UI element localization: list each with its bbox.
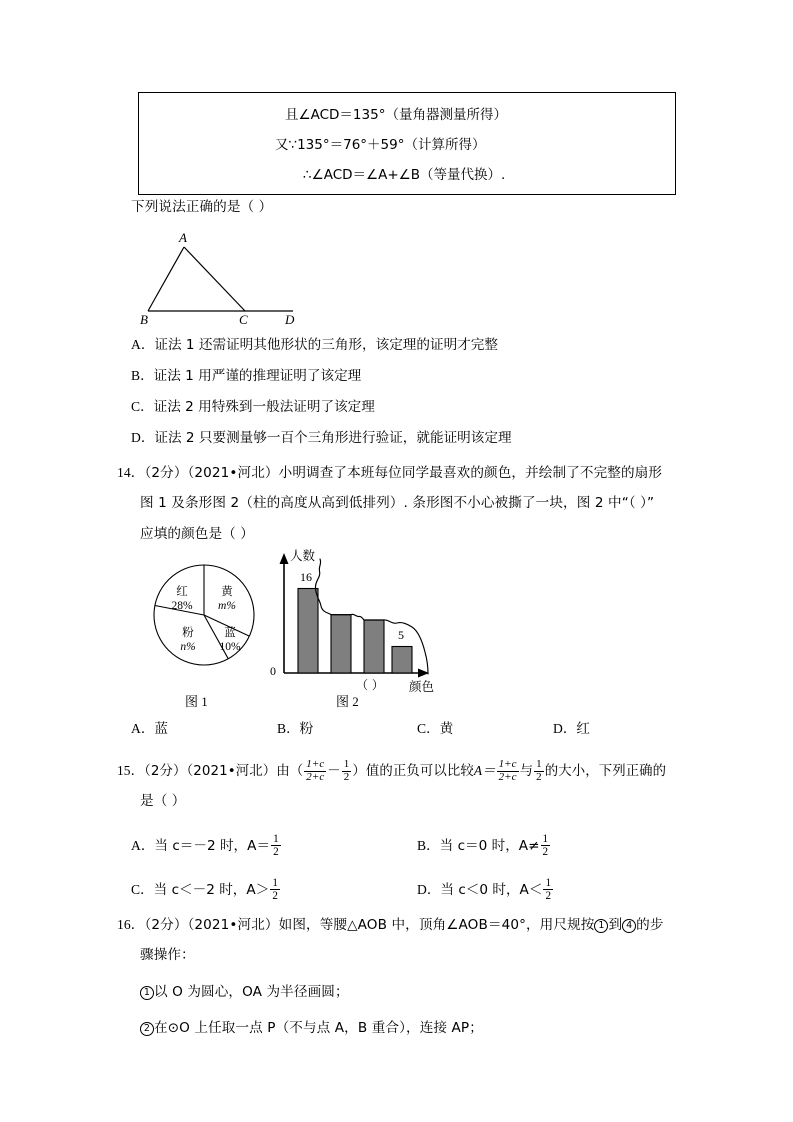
q15-stem-suffix: 的大小，下列正确的 — [544, 763, 667, 779]
q16-stem-line-1 — [117, 918, 664, 933]
pie-sector-name-yellow: 黄 — [221, 584, 233, 598]
q16-marks: （2分） — [144, 917, 188, 933]
pie-sector-value-yellow: m% — [218, 599, 236, 612]
triangle-svg — [135, 228, 310, 328]
q15-option-d-fraction — [543, 877, 553, 902]
q14-option-d-text: 红 — [576, 721, 591, 737]
q15-option-c[interactable] — [131, 877, 281, 902]
q14-option-b[interactable] — [277, 722, 313, 737]
q15-option-c-key: C． — [131, 881, 154, 897]
q14-option-d[interactable] — [553, 722, 590, 737]
q15-frac3-den: 2+c — [498, 770, 517, 783]
q13-option-d-text: 证法 2 只要测量够一百个三角形进行验证，就能证明该定理 — [154, 430, 512, 446]
q16-step-1-text: 以 O 为圆心，OA 为半径画圆； — [154, 984, 349, 1000]
q15-option-b-key: B． — [417, 837, 440, 853]
q14-option-a[interactable] — [131, 722, 168, 737]
q13-option-d[interactable] — [131, 431, 512, 446]
pie-sector-label-yellow — [207, 585, 247, 613]
pie-sector-value-pink: n% — [180, 640, 196, 653]
proof-line-2: 又∵135°＝76°＋59°（计算所得） — [275, 137, 486, 153]
q15-stem-mid: ）值的正负可以比较 — [352, 763, 474, 779]
q15-stem-line-1 — [117, 759, 666, 784]
q16-step-1-number: 1 — [140, 986, 154, 1000]
q13-option-a[interactable] — [131, 338, 498, 353]
q13-triangle-figure — [135, 228, 310, 328]
q16-number: 16． — [117, 917, 145, 932]
pie-chart-caption: 图 1 — [185, 694, 208, 709]
q15-option-b-frac-den: 2 — [542, 846, 549, 859]
q15-fraction-2 — [342, 759, 352, 784]
q15-frac2-num: 1 — [343, 758, 350, 770]
pie-sector-name-blue: 蓝 — [224, 625, 236, 639]
q15-frac1-den: 2+c — [306, 770, 325, 783]
q14-number: 14． — [117, 465, 145, 480]
q16-stem-text-c: 的步 — [636, 917, 664, 933]
q13-stem: 下列说法正确的是（ ） — [131, 199, 273, 215]
q15-option-a-frac-den: 2 — [273, 846, 279, 859]
q15-number: 15． — [117, 762, 145, 778]
q15-minus-sign: － — [327, 762, 341, 778]
q15-option-c-text: 当 c＜－2 时，A＞ — [153, 881, 270, 898]
q15-option-d-key: D． — [417, 881, 441, 897]
q15-option-a-fraction — [271, 833, 281, 858]
triangle-vertex-label-d: D — [285, 312, 295, 327]
q15-option-b-fraction — [541, 833, 551, 858]
proof-box — [138, 92, 676, 195]
q15-option-d[interactable] — [417, 877, 554, 902]
bar-torn-category-label: （ ） — [356, 678, 384, 692]
q16-step-2-text: 在⊙O 上任取一点 P（不与点 A，B 重合），连接 AP； — [154, 1020, 483, 1036]
q15-source: （2021•河北） — [186, 763, 277, 779]
pie-sector-name-pink: 粉 — [182, 625, 194, 639]
q16-stem-line-2: 骤操作： — [140, 947, 195, 963]
q15-option-b[interactable] — [417, 833, 551, 858]
q14-stem-text-1: 小明调查了本班每位同学最喜欢的颜色，并绘制了不完整的扇形 — [278, 465, 663, 481]
q15-option-a-key: A． — [131, 837, 155, 853]
q13-option-c[interactable] — [131, 400, 375, 415]
q15-option-a-text: 当 c＝－2 时，A＝ — [154, 837, 271, 854]
q13-option-b-key: B． — [131, 368, 154, 383]
q14-option-a-text: 蓝 — [154, 721, 169, 737]
q14-pie-chart — [152, 563, 256, 667]
q13-option-b-text: 证法 1 用严谨的推理证明了该定理 — [153, 368, 362, 384]
q15-frac1-num: 1+c — [306, 758, 325, 770]
q14-option-a-key: A． — [131, 721, 155, 736]
pie-sector-value-red: 28% — [171, 599, 193, 612]
q13-option-d-key: D． — [131, 430, 155, 445]
q15-option-c-frac-den: 2 — [272, 890, 278, 903]
q15-frac4-num: 1 — [536, 758, 542, 770]
q15-frac2-den: 2 — [343, 770, 350, 783]
q14-source: （2021•河北） — [187, 465, 279, 481]
q16-stem-text-a: 如图，等腰△AOB 中，顶角∠AOB＝40°，用尺规按 — [278, 917, 595, 933]
q15-fraction-3 — [497, 759, 519, 784]
q14-option-c-text: 黄 — [439, 721, 454, 737]
bar-chart-x-axis-label: 颜色 — [409, 679, 435, 694]
proof-line-3: ∴∠ACD＝∠A+∠B（等量代换）. — [303, 167, 506, 183]
q16-stem-text-b: 到 — [608, 917, 623, 933]
q16-source: （2021•河北） — [187, 917, 279, 933]
bar-value-label-4: 5 — [398, 628, 404, 642]
q14-stem-line-1 — [117, 466, 662, 481]
q15-marks: （2分） — [144, 763, 187, 779]
q15-option-b-frac-num: 1 — [542, 833, 549, 845]
q14-stem-line-3: 应填的颜色是（ ） — [140, 526, 254, 542]
q15-stem-line-2: 是（ ） — [140, 793, 186, 809]
triangle-vertex-label-a: A — [179, 230, 187, 245]
bar-value-label-1: 16 — [300, 570, 312, 584]
bar-chart-origin-label: 0 — [270, 664, 276, 678]
triangle-vertex-label-c: C — [239, 312, 248, 327]
q13-option-c-text: 证法 2 用特殊到一般法证明了该定理 — [153, 399, 375, 415]
q15-option-c-fraction — [270, 877, 280, 902]
q15-frac4-den: 2 — [536, 770, 542, 783]
q15-stem-a: A＝ — [473, 762, 496, 778]
q15-option-a[interactable] — [131, 833, 282, 858]
q14-bar-chart — [268, 548, 443, 694]
q15-option-d-text: 当 c＜0 时，A＜ — [440, 881, 543, 898]
q15-option-d-frac-den: 2 — [545, 890, 552, 903]
q13-option-b[interactable] — [131, 369, 361, 384]
triangle-vertex-label-b: B — [140, 312, 148, 327]
q16-step-2-number: 2 — [140, 1022, 154, 1036]
proof-line-1: 且∠ACD＝135°（量角器测量所得） — [285, 107, 507, 123]
pie-sector-label-blue — [210, 626, 250, 654]
q14-option-b-key: B． — [277, 721, 300, 736]
q14-option-d-key: D． — [553, 721, 577, 736]
q14-option-c-key: C． — [417, 721, 440, 736]
q14-marks: （2分） — [144, 465, 188, 481]
q16-circled-number-1: 1 — [594, 919, 608, 933]
q15-stem-prefix: 由（ — [276, 763, 304, 779]
q16-step-2 — [140, 1021, 483, 1036]
bar-chart-caption: 图 2 — [336, 694, 359, 709]
q14-option-b-text: 粉 — [299, 721, 314, 737]
q15-option-b-text: 当 c＝0 时，A≠ — [439, 837, 540, 854]
pie-sector-name-red: 红 — [176, 584, 188, 598]
q15-stem-with: 与 — [519, 763, 534, 779]
q16-step-1 — [140, 985, 349, 1000]
q15-fraction-1 — [304, 759, 326, 784]
q13-option-c-key: C． — [131, 399, 154, 414]
q15-frac3-num: 1+c — [498, 758, 517, 770]
q13-option-a-text: 证法 1 还需证明其他形状的三角形，该定理的证明才完整 — [154, 337, 498, 353]
q16-circled-number-4: 4 — [622, 919, 636, 933]
q14-option-c[interactable] — [417, 722, 453, 737]
q15-option-c-frac-num: 1 — [272, 877, 278, 889]
pie-sector-label-red — [160, 585, 204, 613]
bar-chart-svg — [268, 548, 443, 688]
q13-option-a-key: A． — [131, 337, 155, 352]
pie-sector-value-blue: 10% — [219, 640, 241, 653]
bar-chart-y-axis-label: 人数 — [290, 548, 316, 563]
q15-option-a-frac-num: 1 — [273, 833, 279, 845]
q15-option-d-frac-num: 1 — [545, 877, 552, 889]
q14-stem-line-2: 图 1 及条形图 2（柱的高度从高到低排列）. 条形图不小心被撕了一块，图 2 中“（ ）” — [140, 495, 655, 511]
q15-fraction-4 — [534, 759, 544, 784]
pie-sector-label-pink — [168, 626, 208, 654]
